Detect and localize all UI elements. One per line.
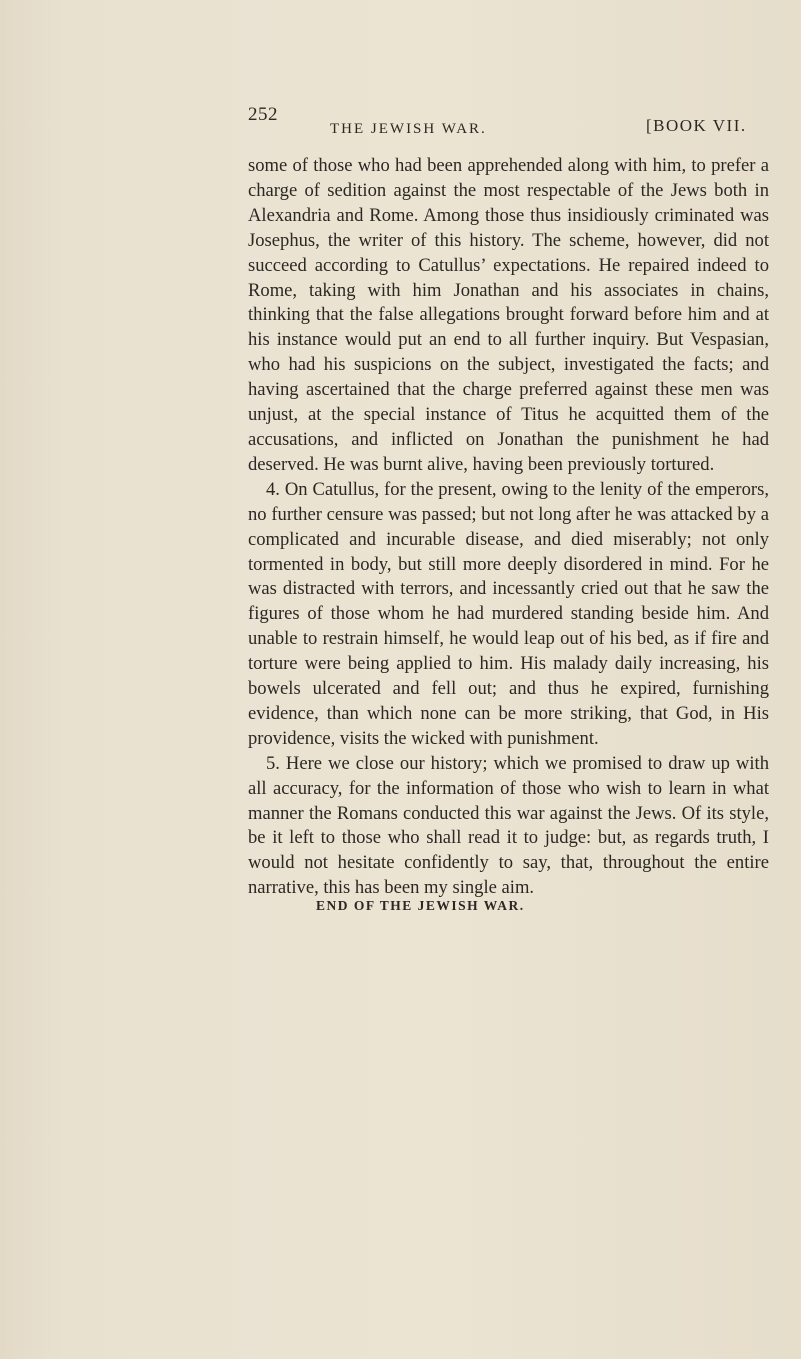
paragraph-section-5: 5. Here we close our history; which we promised to draw up with all accuracy, for the information of those who wish to learn in what manner the Romans conducted this war against the Jews. Of its style, be it left to those who shall read it to judge: but, as regards truth, I would not hesitate confidently to say, that, throughout the entire narrative, this has been my single aim. — [248, 752, 769, 899]
paragraph-continued: some of those who had been apprehended along with him, to prefer a charge of sedition against the most respectable of the Jews both in Alexandria and Rome. Among those thus insidiously criminated was Josephus, the writer of this history. The scheme, however, did not succeed according to Catullus’ expectations. He repaired indeed to Rome, taking with him Jonathan and his associates in chains, thinking that the false allegations brought forward before him and at his instance would put an end to all further inquiry. But Vespasian, who had his suspicions on the subject, investigated the facts; and having ascertained that the charge preferred against these men was unjust, at the special instance of Titus he acquitted them of the accusations, and inflicted on Jonathan the punishment he had deserved. He was burnt alive, having been previously tortured. — [248, 155, 769, 475]
page-number: 252 — [248, 104, 278, 125]
paragraph-section-4: 4. On Catullus, for the present, owing to the lenity of the emperors, no further censure was passed; but not long after he was attacked by a complicated and incurable disease, and died miserably; not only tormented in body, but still more deeply disordered in mind. For he was distracted with terrors, and incessantly cried out that he saw the figures of those whom he had murdered standing beside him. And unable to restrain himself, he would leap out of his bed, as if fire and torture were being applied to him. His malady daily increasing, his bowels ulcerated and fell out; and thus he expired, furnishing evidence, than which none can be more striking, that God, in His providence, visits the wicked with punishment. — [248, 478, 769, 749]
end-of-work-line: END OF THE JEWISH WAR. — [316, 898, 525, 913]
text-body — [248, 154, 769, 901]
book-label: [BOOK VII. — [646, 116, 747, 135]
running-header — [248, 104, 770, 138]
running-title: THE JEWISH WAR. — [330, 121, 487, 137]
